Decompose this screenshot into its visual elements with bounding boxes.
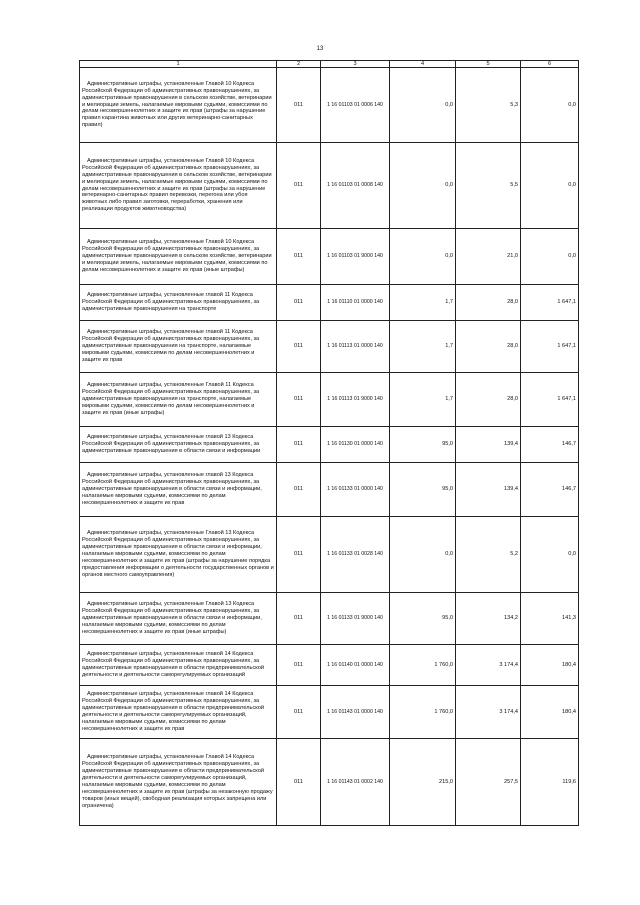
row-value-col6 <box>521 739 579 826</box>
row-value-col6-text: 0,0 <box>568 253 576 260</box>
page-number: 13 <box>316 46 324 52</box>
row-budget-code <box>321 463 390 517</box>
row-budget-code-text: 1 16 01113 01 9000 140 <box>327 396 383 403</box>
row-description <box>80 321 277 373</box>
row-value-col4-text: 0,0 <box>445 182 453 189</box>
row-admin-code-text: 011 <box>294 778 303 785</box>
row-admin-code <box>277 686 321 739</box>
row-value-col4-text: 0,0 <box>445 101 453 108</box>
row-description-text: Административные штрафы, установленные Главой 13 Кодекса Российской Федерации об административных правонарушениях, за административные правонарушения в области связи и информации, налагаемые мировыми судьями, комиссиями по делам несовершеннолетних и защите их прав (иные штрафы) <box>82 601 262 635</box>
row-value-col4 <box>390 427 456 463</box>
row-value-col6-text: 180,4 <box>562 661 576 668</box>
row-value-col4-text: 1,7 <box>445 343 453 350</box>
row-budget-code-text: 1 16 01103 01 0006 140 <box>327 101 383 108</box>
row-value-col6 <box>521 517 579 593</box>
row-description <box>80 143 277 229</box>
row-description <box>80 739 277 826</box>
row-admin-code <box>277 463 321 517</box>
row-admin-code-text: 011 <box>294 253 303 260</box>
row-value-col5-text: 257,5 <box>504 778 518 785</box>
row-value-col5-text: 28,0 <box>507 396 518 403</box>
table-row <box>80 143 579 229</box>
row-budget-code-text: 1 16 01113 01 0000 140 <box>327 343 383 350</box>
row-value-col5-text: 5,3 <box>510 101 518 108</box>
row-budget-code <box>321 321 390 373</box>
row-description <box>80 463 277 517</box>
row-description-text: Административные штрафы, установленные Главой 10 Кодекса Российской Федерации об административных правонарушениях, за административные правонарушения в сельском хозяйстве, ветеринарии и мелиорации земель, налагаемые мировыми судьями, комиссиями по делам несовершеннолетних и защите их прав (иные штрафы) <box>82 239 272 273</box>
row-value-col4 <box>390 645 456 686</box>
row-budget-code <box>321 593 390 645</box>
row-description <box>80 517 277 593</box>
row-value-col5-text: 139,4 <box>504 441 518 448</box>
row-value-col6-text: 141,3 <box>562 615 576 622</box>
row-admin-code <box>277 143 321 229</box>
row-description-text: Административные штрафы, установленные главой 11 Кодекса Российской Федерации об административных правонарушениях, за административные правонарушения на транспорте <box>82 292 260 312</box>
table-row <box>80 686 579 739</box>
row-admin-code <box>277 427 321 463</box>
row-admin-code <box>277 517 321 593</box>
row-value-col4-text: 1,7 <box>445 299 453 306</box>
row-value-col4 <box>390 517 456 593</box>
row-description-text: Административные штрафы, установленные главой 11 Кодекса Российской Федерации об административных правонарушениях, за административные правонарушения на транспорте, налагаемые мировыми судьями, комиссиями по делам несовершеннолетних и защите их прав <box>82 329 260 363</box>
row-description-text: Административные штрафы, установленные Главой 11 Кодекса Российской Федерации об административных правонарушениях, за административные правонарушения на транспорте, налагаемые мировыми судьями, комиссиями по делам несовершеннолетних и защите их прав (иные штрафы) <box>82 382 260 416</box>
row-value-col5-text: 28,0 <box>507 343 518 350</box>
table-row <box>80 739 579 826</box>
row-value-col4 <box>390 373 456 427</box>
row-value-col6-text: 119,6 <box>562 778 576 785</box>
row-budget-code-text: 1 16 01133 01 0028 140 <box>327 551 383 558</box>
column-header: 3 <box>321 61 390 68</box>
row-budget-code-text: 1 16 01103 01 9000 140 <box>327 253 383 260</box>
row-value-col5 <box>456 285 521 321</box>
row-value-col4 <box>390 229 456 285</box>
table-row <box>80 285 579 321</box>
row-value-col5 <box>456 593 521 645</box>
row-budget-code <box>321 645 390 686</box>
row-budget-code-text: 1 16 01133 01 0000 140 <box>327 486 383 493</box>
row-value-col4-text: 95,0 <box>442 615 453 622</box>
row-budget-code-text: 1 16 01143 01 0002 140 <box>327 778 383 785</box>
table-row <box>80 68 579 143</box>
table-row <box>80 427 579 463</box>
row-budget-code <box>321 373 390 427</box>
row-value-col4-text: 1 760,0 <box>434 661 453 668</box>
row-value-col5-text: 21,0 <box>507 253 518 260</box>
row-value-col4 <box>390 463 456 517</box>
row-admin-code-text: 011 <box>294 615 303 622</box>
column-header: 6 <box>521 61 579 68</box>
row-admin-code <box>277 321 321 373</box>
row-admin-code-text: 011 <box>294 396 303 403</box>
row-admin-code <box>277 68 321 143</box>
row-description <box>80 686 277 739</box>
row-value-col6 <box>521 463 579 517</box>
table-header-row <box>80 61 579 68</box>
row-value-col6-text: 146,7 <box>562 441 576 448</box>
row-value-col6-text: 0,0 <box>568 182 576 189</box>
row-description-text: Административные штрафы, установленные Главой 13 Кодекса Российской Федерации об административных правонарушениях, за административные правонарушения в области связи и информации, налагаемые мировыми судьями, комиссиями по делам несовершеннолетних и защите их прав (штрафы за нарушение порядка предоставления информации о деятельности государственных органов и органов местного самоуправления) <box>82 530 274 578</box>
table-row <box>80 373 579 427</box>
row-value-col5-text: 139,4 <box>504 486 518 493</box>
row-admin-code-text: 011 <box>294 343 303 350</box>
row-budget-code <box>321 68 390 143</box>
row-admin-code-text: 011 <box>294 661 303 668</box>
row-description-text: Административные штрафы, установленные Главой 14 Кодекса Российской Федерации об административных правонарушениях, за административные правонарушения в области предпринимательской деятельности и деятельности саморегулируемых организаций, налагаемые мировыми судьями, комиссиями по делам несовершеннолетних и защите их прав (штрафы за незаконную продажу товаров (иных вещей), свободная реализация которых запрещена или ограничена) <box>82 754 273 809</box>
table-row <box>80 645 579 686</box>
row-admin-code <box>277 229 321 285</box>
row-value-col5-text: 5,5 <box>510 182 518 189</box>
row-description <box>80 229 277 285</box>
row-value-col4 <box>390 321 456 373</box>
row-value-col6 <box>521 229 579 285</box>
row-value-col6 <box>521 285 579 321</box>
row-budget-code-text: 1 16 01133 01 9000 140 <box>327 615 383 622</box>
row-description-text: Административные штрафы, установленные Главой 10 Кодекса Российской Федерации об административных правонарушениях, за административные правонарушения в сельском хозяйстве, ветеринарии и мелиорации земель, налагаемые мировыми судьями, комиссиями по делам несовершеннолетних и защите их прав (штрафы за нарушение ветеринарно-санитарных правил перевозки, перегона или убоя животных либо правил заготовки, переработки, хранения или реализации продуктов животноводства) <box>82 157 272 213</box>
row-value-col6-text: 146,7 <box>562 486 576 493</box>
row-budget-code <box>321 739 390 826</box>
row-value-col4 <box>390 143 456 229</box>
column-header: 2 <box>277 61 321 68</box>
row-value-col4 <box>390 739 456 826</box>
row-admin-code <box>277 739 321 826</box>
row-value-col5 <box>456 463 521 517</box>
row-value-col5-text: 5,2 <box>510 551 518 558</box>
row-value-col4-text: 0,0 <box>445 551 453 558</box>
row-value-col4 <box>390 285 456 321</box>
row-admin-code-text: 011 <box>294 101 303 108</box>
row-value-col4-text: 95,0 <box>442 486 453 493</box>
revenue-table <box>79 60 579 826</box>
row-value-col5 <box>456 321 521 373</box>
row-value-col5 <box>456 517 521 593</box>
row-value-col5 <box>456 229 521 285</box>
row-value-col4-text: 1,7 <box>445 396 453 403</box>
row-budget-code-text: 1 16 01103 01 0008 140 <box>327 182 383 189</box>
row-description <box>80 285 277 321</box>
row-budget-code <box>321 427 390 463</box>
row-value-col6 <box>521 686 579 739</box>
column-header: 1 <box>80 61 277 68</box>
row-budget-code <box>321 285 390 321</box>
row-value-col4 <box>390 68 456 143</box>
row-value-col5-text: 3 174,4 <box>499 661 518 668</box>
row-admin-code-text: 011 <box>294 299 303 306</box>
row-value-col5 <box>456 373 521 427</box>
row-description <box>80 593 277 645</box>
row-value-col6 <box>521 645 579 686</box>
row-budget-code-text: 1 16 01130 01 0000 140 <box>327 441 383 448</box>
row-value-col6 <box>521 321 579 373</box>
row-value-col6 <box>521 68 579 143</box>
row-budget-code-text: 1 16 01143 01 0000 140 <box>327 708 383 715</box>
row-description <box>80 645 277 686</box>
column-header: 4 <box>390 61 456 68</box>
row-description-text: Административные штрафы, установленные главой 13 Кодекса Российской Федерации об административных правонарушениях, за административные правонарушения в области связи и информации, налагаемые мировыми судьями, комиссиями по делам несовершеннолетних и защите их прав <box>82 472 262 506</box>
row-description-text: Административные штрафы, установленные главой 13 Кодекса Российской Федерации об административных правонарушениях, за административные правонарушения в области связи и информации <box>82 434 261 454</box>
row-value-col4 <box>390 593 456 645</box>
row-value-col5 <box>456 68 521 143</box>
row-value-col6-text: 0,0 <box>568 551 576 558</box>
row-description <box>80 373 277 427</box>
row-value-col5 <box>456 739 521 826</box>
row-value-col4-text: 95,0 <box>442 441 453 448</box>
table-row <box>80 229 579 285</box>
table-row <box>80 517 579 593</box>
row-budget-code <box>321 517 390 593</box>
row-admin-code-text: 011 <box>294 486 303 493</box>
row-value-col4 <box>390 686 456 739</box>
row-admin-code <box>277 285 321 321</box>
row-admin-code-text: 011 <box>294 551 303 558</box>
row-budget-code <box>321 686 390 739</box>
row-value-col5 <box>456 686 521 739</box>
row-value-col5-text: 28,0 <box>507 299 518 306</box>
row-budget-code <box>321 143 390 229</box>
table-row <box>80 593 579 645</box>
row-value-col6 <box>521 593 579 645</box>
row-value-col5 <box>456 645 521 686</box>
row-description-text: Административные штрафы, установленные главой 14 Кодекса Российской Федерации об административных правонарушениях, за административные правонарушения в области предпринимательской деятельности и деятельности саморегулируемых организаций <box>82 651 265 678</box>
row-admin-code <box>277 593 321 645</box>
row-admin-code-text: 011 <box>294 182 303 189</box>
row-admin-code-text: 011 <box>294 708 303 715</box>
row-description <box>80 427 277 463</box>
row-description-text: Административные штрафы, установленные главой 14 Кодекса Российской Федерации об административных правонарушениях, за административные правонарушения в области предпринимательской деятельности и деятельности саморегулируемых организаций, налагаемые мировыми судьями, комиссиями по делам несовершеннолетних и защите их прав <box>82 691 265 732</box>
row-budget-code <box>321 229 390 285</box>
row-description <box>80 68 277 143</box>
row-budget-code-text: 1 16 01110 01 0000 140 <box>327 299 383 306</box>
row-value-col5 <box>456 143 521 229</box>
column-header: 5 <box>456 61 521 68</box>
row-value-col6 <box>521 373 579 427</box>
row-admin-code-text: 011 <box>294 441 303 448</box>
row-value-col6-text: 1 647,1 <box>557 299 576 306</box>
table-body <box>80 68 579 826</box>
row-value-col4-text: 215,0 <box>439 778 453 785</box>
row-admin-code <box>277 373 321 427</box>
row-value-col4-text: 0,0 <box>445 253 453 260</box>
row-value-col4-text: 1 760,0 <box>434 708 453 715</box>
row-budget-code-text: 1 16 01140 01 0000 140 <box>327 661 383 668</box>
row-value-col6-text: 0,0 <box>568 101 576 108</box>
table-row <box>80 321 579 373</box>
row-value-col6 <box>521 143 579 229</box>
row-value-col5-text: 3 174,4 <box>499 708 518 715</box>
row-description-text: Административные штрафы, установленные Главой 10 Кодекса Российской Федерации об административных правонарушениях, за административные правонарушения в сельском хозяйстве, ветеринарии и мелиорации земель, налагаемые мировыми судьями, комиссиями по делам несовершеннолетних и защите их прав (штрафы за нарушение правил карантина животных или других ветеринарно-санитарных правил) <box>82 80 272 129</box>
row-admin-code <box>277 645 321 686</box>
row-value-col6-text: 1 647,1 <box>557 396 576 403</box>
table-row <box>80 463 579 517</box>
row-value-col5-text: 134,2 <box>504 615 518 622</box>
row-value-col6-text: 1 647,1 <box>557 343 576 350</box>
row-value-col5 <box>456 427 521 463</box>
row-value-col6-text: 180,4 <box>562 708 576 715</box>
row-value-col6 <box>521 427 579 463</box>
